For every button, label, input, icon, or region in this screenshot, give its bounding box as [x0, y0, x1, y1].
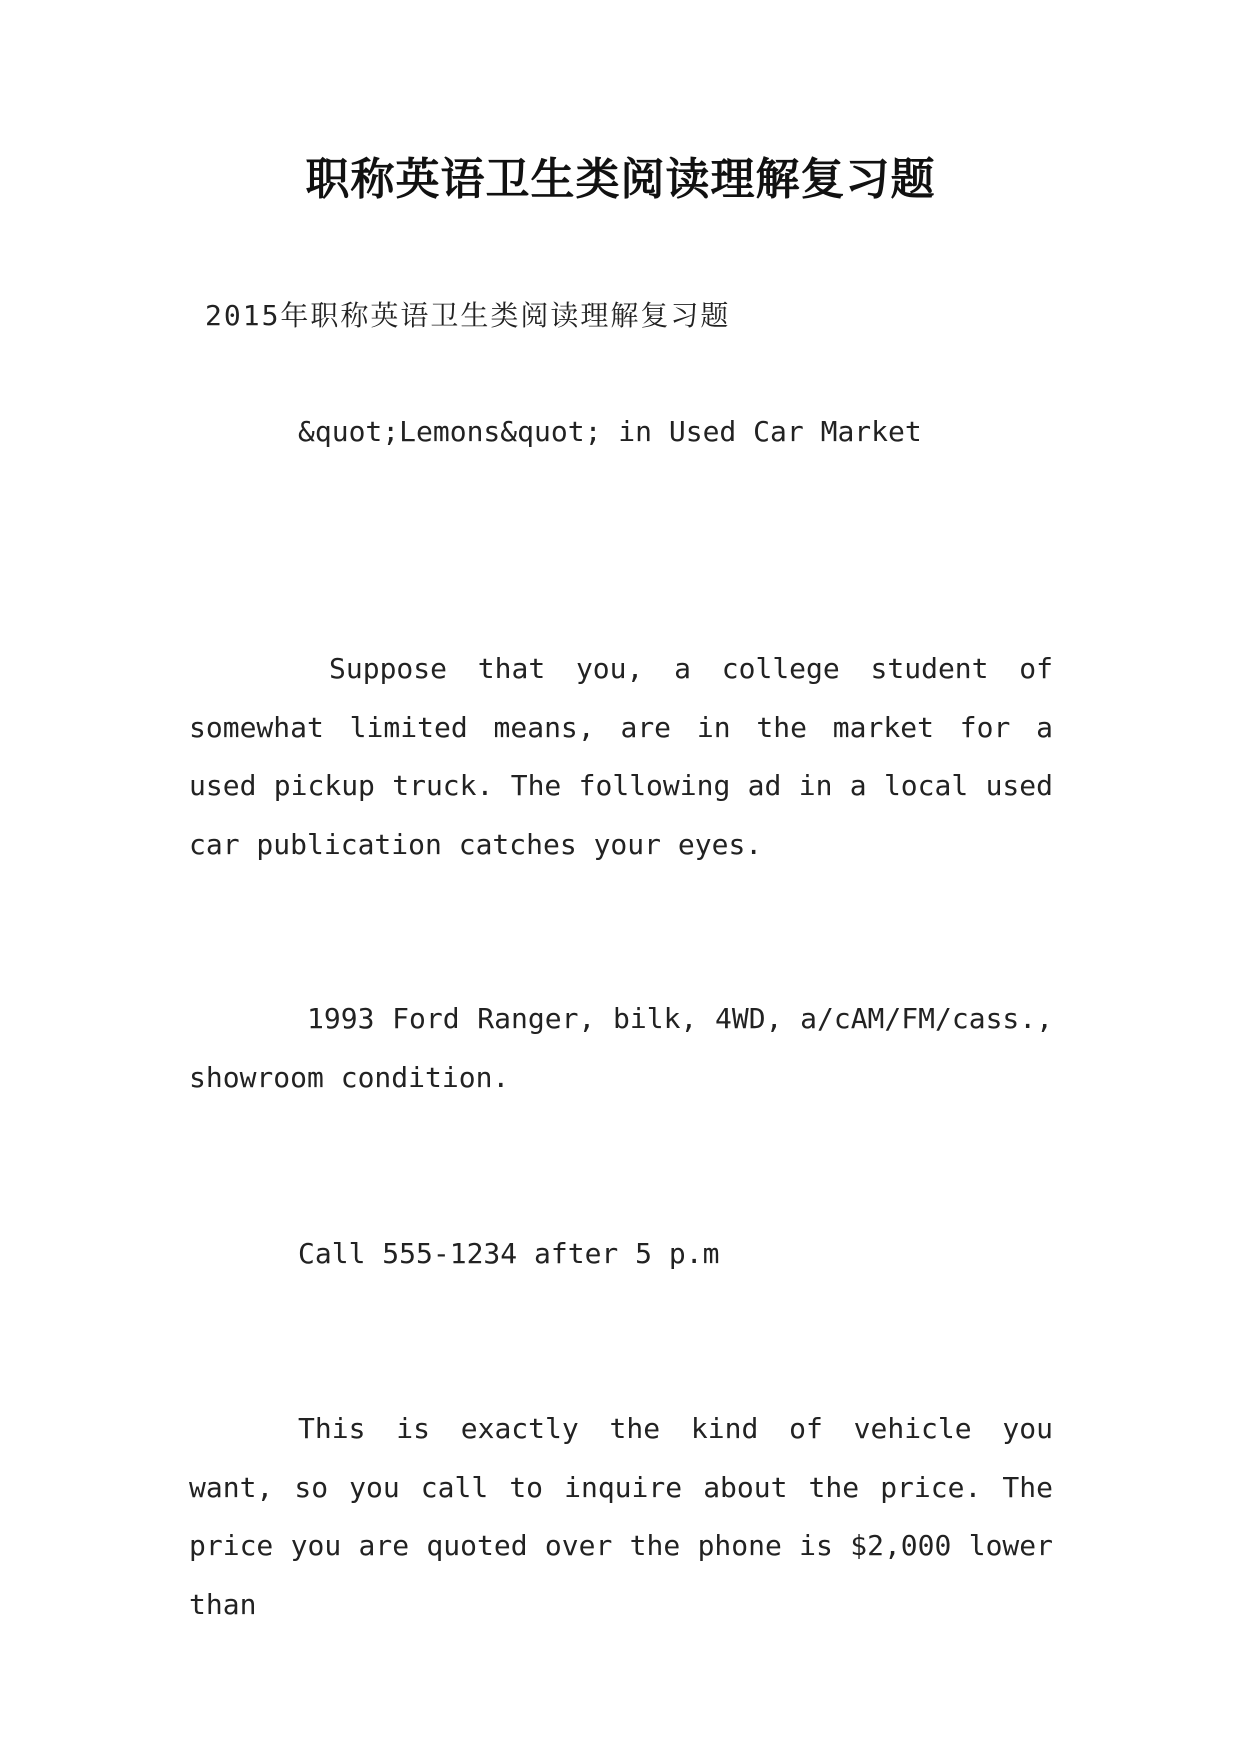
article-heading: &quot;Lemons&quot; in Used Car Market	[298, 415, 922, 448]
paragraph-ad-call: Call 555-1234 after 5 p.m	[298, 1237, 720, 1270]
document-subtitle: 2015年职称英语卫生类阅读理解复习题	[205, 299, 731, 332]
paragraph-price: This is exactly the kind of vehicle you want, so you call to inquire about the price. The price you are quoted over the phone is $2,000 lower than	[189, 1412, 1053, 1621]
document-title: 职称英语卫生类阅读理解复习题	[305, 154, 936, 205]
paragraph-ad-text: 1993 Ford Ranger, bilk, 4WD, a/cAM/FM/cass., showroom condition.	[189, 1002, 1053, 1094]
paragraph-intro: Suppose that you, a college student of somewhat limited means, are in the market for a used pickup truck. The following ad in a local used car publication catches your eyes.	[189, 652, 1053, 861]
